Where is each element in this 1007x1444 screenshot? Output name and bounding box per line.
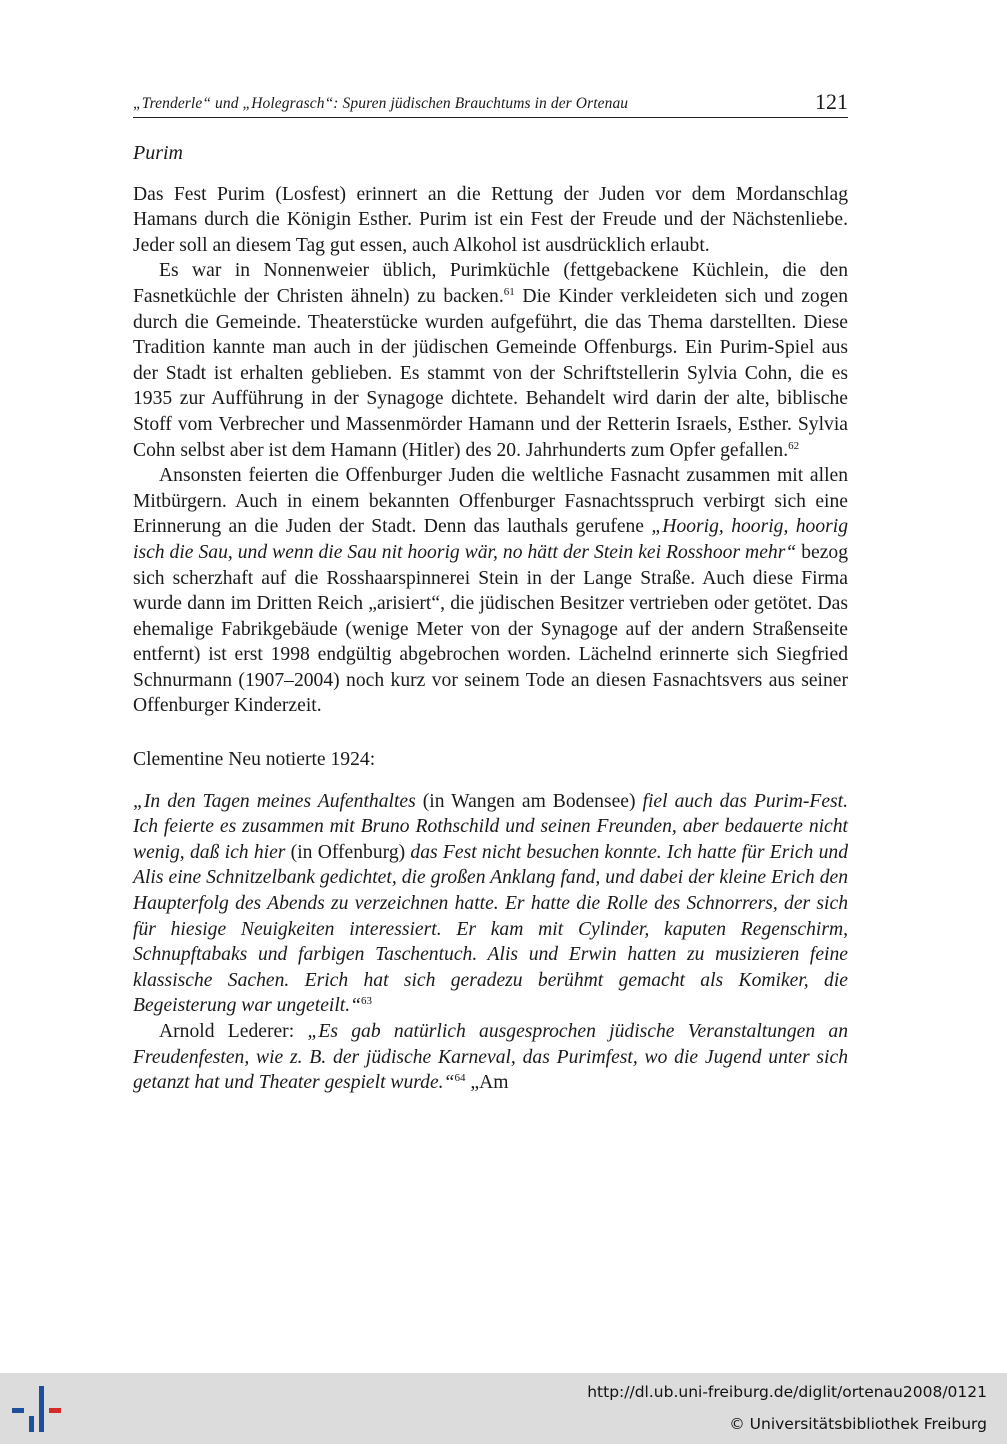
block-quote-insert-a: (in Wangen am Bodensee): [415, 790, 643, 812]
footnote-ref-61[interactable]: 61: [503, 285, 515, 298]
paragraph-2-text-b: Die Kinder verkleideten sich und zogen durch die Gemeinde. Theaterstücke wurden aufgeführt, die das Thema darstellten. Diese Tradition kannte man auch in der jüdischen Gemeinde Offenburgs. Ein Purim-Spiel aus der Stadt ist erhalten geblieben. Es stammt von der Schriftstellerin Sylvia Cohn, die es 1935 zur Aufführung in der Synagoge dichtete. Behandelt wird darin der alte, biblische Stoff vom Verbrecher und Massenmörder Hamann und der Retterin Israels, Esther. Sylvia Cohn selbst aber ist dem Hamann (Hitler) des 20. Jahrhunderts zum Opfer gefallen.: [133, 285, 848, 461]
quote-lead-in: Clementine Neu notierte 1924:: [133, 749, 376, 771]
logo-bar-left: [12, 1408, 24, 1413]
block-quote-insert-b: (in Offenburg): [285, 841, 411, 863]
section-heading: Purim: [133, 142, 183, 164]
logo-bar-center: [39, 1386, 44, 1432]
paragraph-2-text-a: Es war in Nonnenweier üblich, Purimküchle (fettgebackene Küchlein, die den Fasnetküchle der Christen ähneln) zu backen.: [133, 260, 848, 307]
footer-copyright: © Universitätsbibliothek Freiburg: [729, 1415, 987, 1433]
footnote-ref-63[interactable]: 63: [361, 995, 373, 1008]
paragraph-last: [133, 1019, 848, 1096]
footnote-ref-64[interactable]: 64: [454, 1072, 466, 1085]
paragraph-2: [133, 258, 848, 463]
logo-bar-right: [49, 1408, 61, 1413]
paragraph-3-text-a: Ansonsten feierten die Offenburger Juden die weltliche Fasnacht zusammen mit allen Mitbürgern. Auch in einem bekannten Offenburger Fasnachtsspruch verbirgt sich eine Erinnerung an die Juden der Stadt. Denn das lauthals gerufene: [133, 465, 848, 538]
library-logo-icon[interactable]: [12, 1386, 64, 1434]
block-quote-part-a: „In den Tagen meines Aufenthaltes: [133, 790, 416, 812]
block-quote-part-e: das Fest nicht besuchen konnte. Ich hatte für Erich und Alis eine Schnitzelbank gedichtet, die großen Anklang fand, und dabei der kleine Erich den Haupterfolg des Abends zu verzeichnen hatte. Er hatte die Rolle des Schnorrers, der sich für hiesige Neuigkeiten interessiert. Er kam mit Cylinder, kaputen Regenschirm, Schnupftabaks und farbigen Taschentuch. Alis und Erwin hatten zu musizieren feine klassische Sachen. Erich hat sich geradezu berühmt gemacht als Komiker, die Begeisterung war ungeteilt.“: [133, 841, 848, 1017]
footer-url-link[interactable]: http://dl.ub.uni-freiburg.de/diglit/ortenau2008/0121: [587, 1383, 987, 1401]
page-body: [133, 141, 848, 1096]
paragraph-last-continuation: „Am: [465, 1072, 509, 1094]
logo-bar-lower-left: [29, 1416, 34, 1432]
running-header: [133, 85, 848, 118]
paragraph-last-speaker: Arnold Lederer:: [159, 1021, 308, 1042]
footer-bar: [0, 1373, 1007, 1444]
paragraph-1: Das Fest Purim (Losfest) erinnert an die Rettung der Juden vor dem Mordanschlag Hamans durch die Königin Esther. Purim ist ein Fest der Freude und der Nächstenliebe. Jeder soll an diesem Tag gut essen, auch Alkohol ist ausdrücklich erlaubt.: [133, 183, 848, 256]
running-title: „Trenderle“ und „Holegrasch“: Spuren jüdischen Brauchtums in der Ortenau: [133, 95, 629, 112]
paragraph-3: [133, 463, 848, 719]
paragraph-last-quote: „Es gab natürlich ausgesprochen jüdische Veranstaltungen an Freudenfesten, wie z. B. der jüdische Karneval, das Purimfest, wo die Jugend unter sich getanzt hat und Theater gespielt wurde.“: [133, 1021, 849, 1094]
footnote-ref-62[interactable]: 62: [788, 439, 800, 452]
block-quote-part-c: fiel auch das Purim-Fest. Ich feierte es zusammen mit Bruno Rothschild und seinen Freunden, aber bedauerte nicht wenig, daß ich hier: [133, 790, 849, 863]
fasnacht-verse-quote: „Hoorig, hoorig, hoorig isch die Sau, und wenn die Sau nit hoorig wär, no hätt der Stein kei Rosshoor mehr“: [133, 516, 848, 563]
paragraph-3-text-b: bezog sich scherzhaft auf die Rosshaarspinnerei Stein in der Lange Straße. Auch diese Firma wurde dann im Dritten Reich „arisiert“, die jüdischen Besitzer vertrieben oder getötet. Das ehemalige Fabrikgebäude (wenige Meter von der Synagoge auf der andern Straßenseite entfernt) ist erst 1998 endgültig abgebrochen worden. Lächelnd erinnerte sich Siegfried Schnurmann (1907–2004) noch kurz vor seinem Tode an diesen Fasnachtsvers aus seiner Offenburger Kinderzeit.: [133, 541, 848, 717]
page-number: 121: [815, 89, 848, 114]
block-quote: [133, 789, 848, 1019]
